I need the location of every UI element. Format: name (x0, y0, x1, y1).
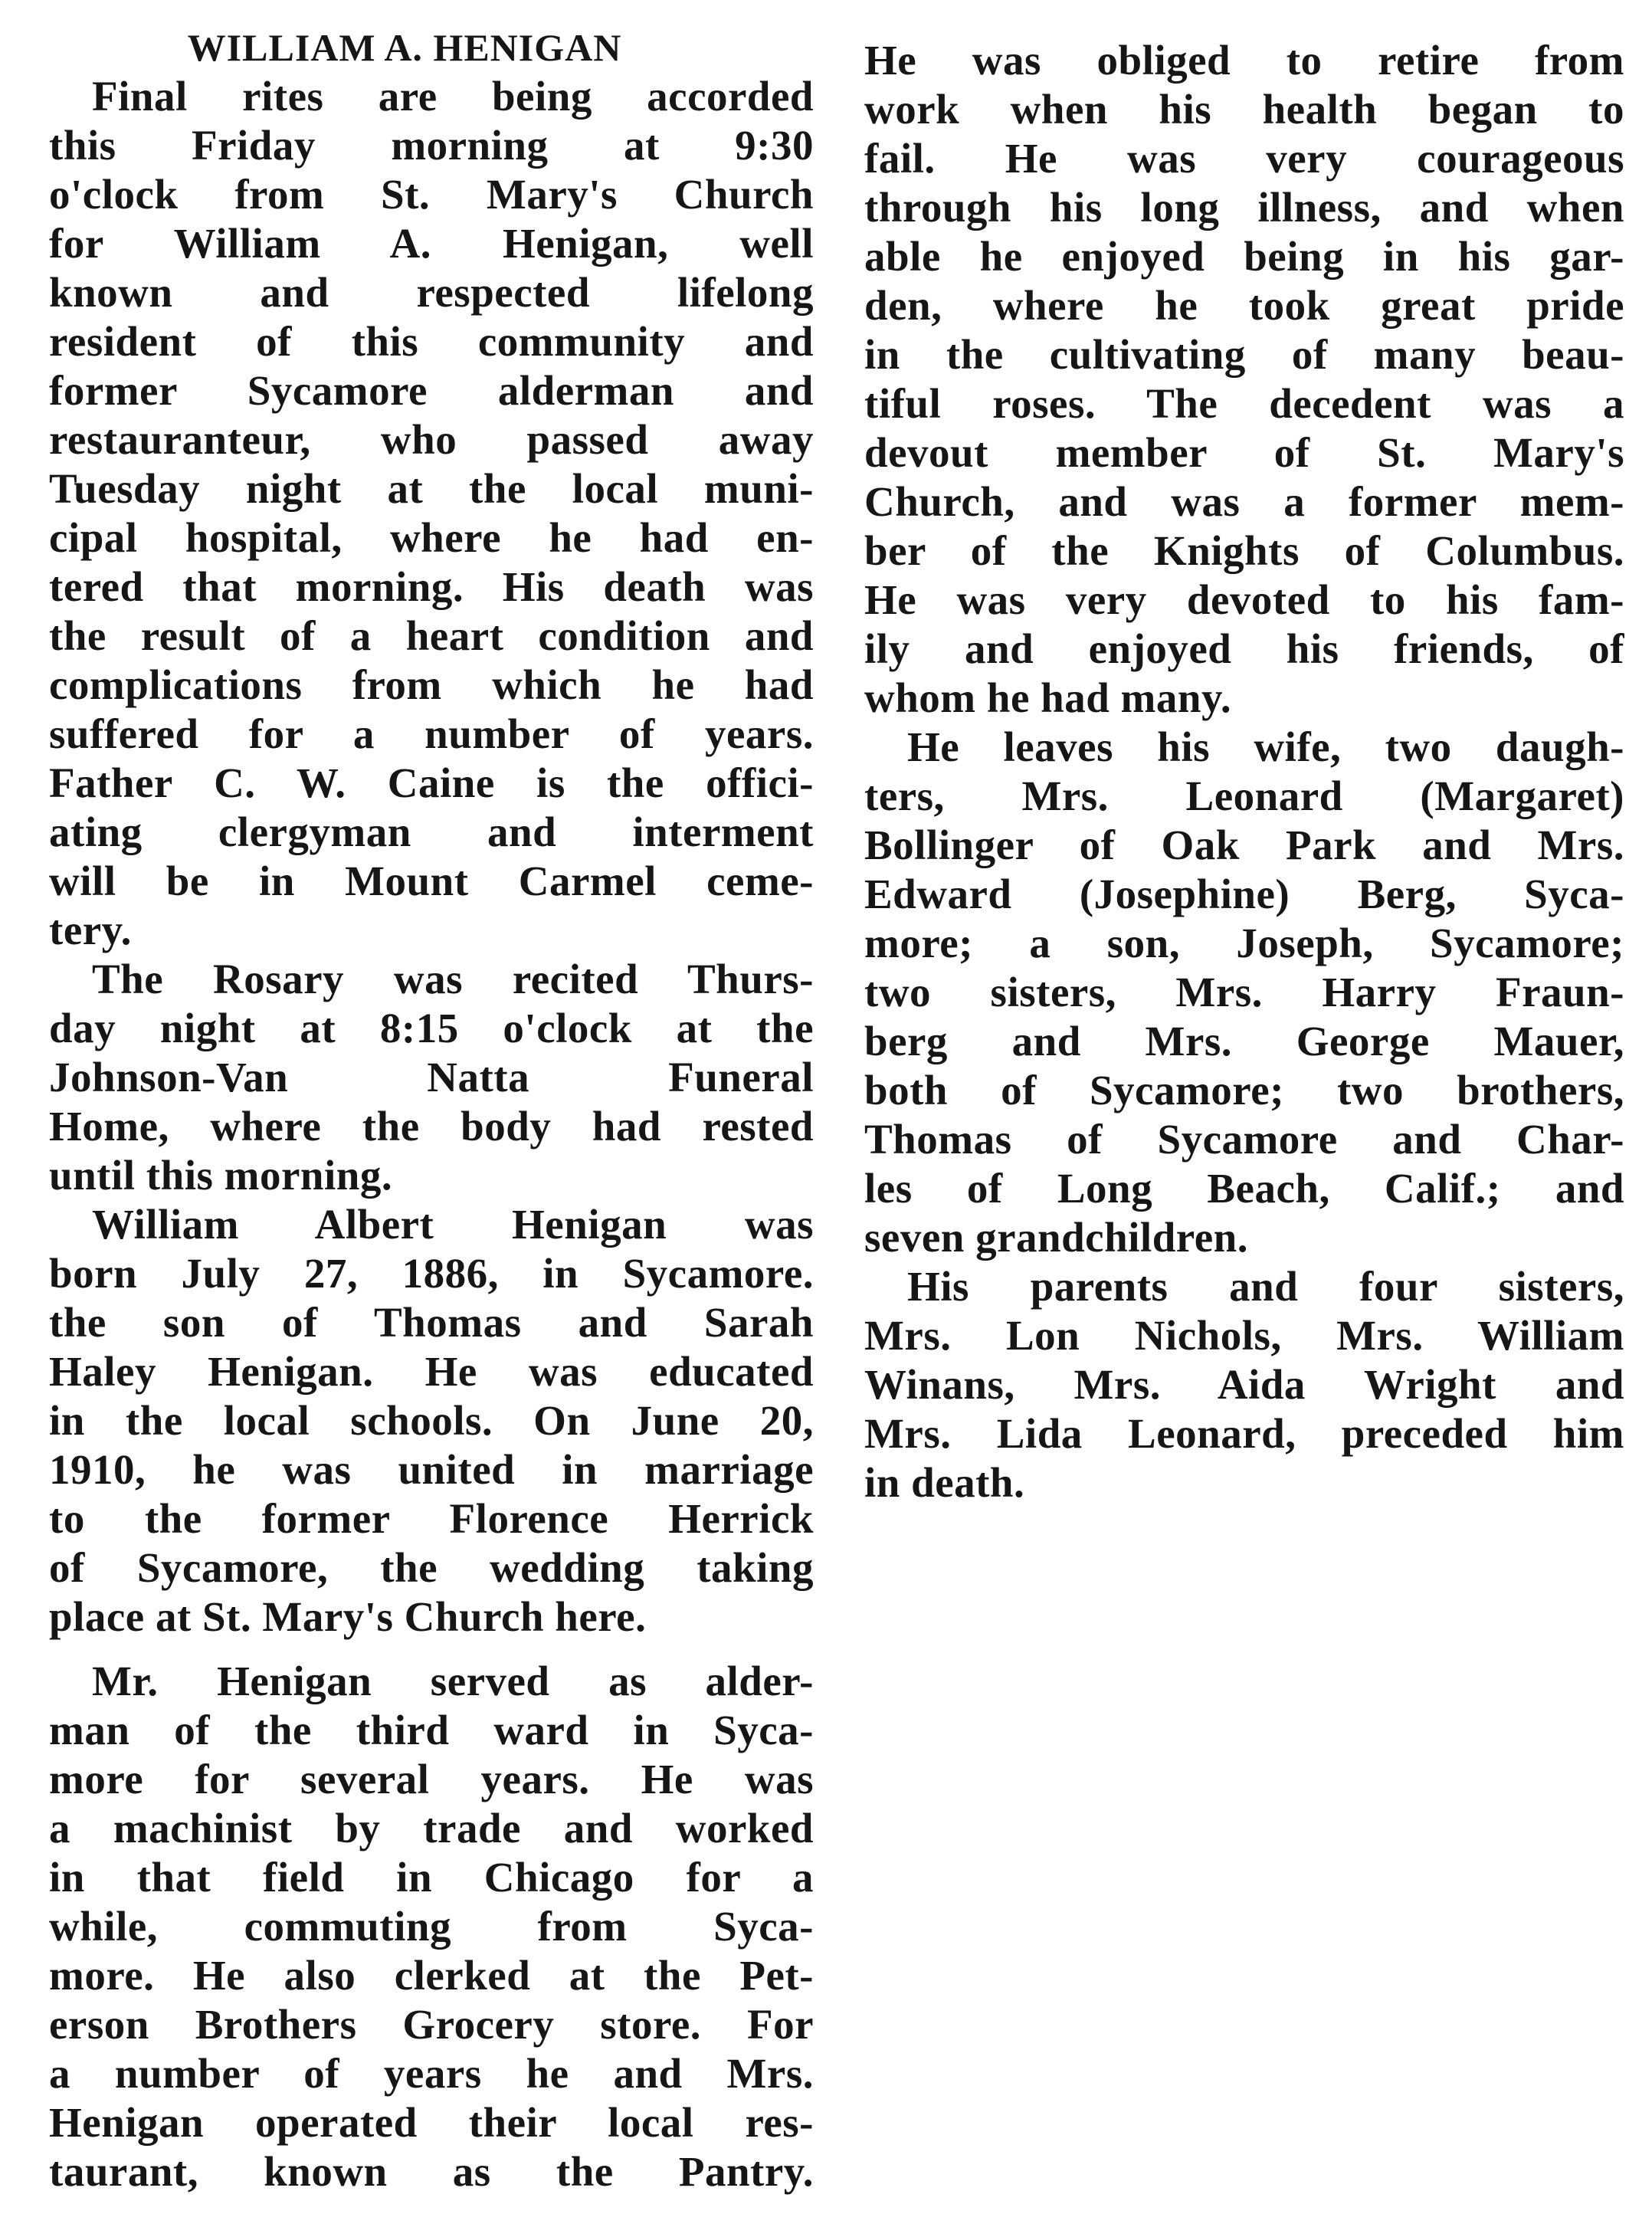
paragraph (864, 723, 1624, 1262)
text-line: tery. (49, 907, 132, 953)
text-line: whom he had many. (864, 674, 1232, 721)
text-line: known and respected lifelong (49, 269, 814, 316)
text-line: able he enjoyed being in his gar- (864, 233, 1624, 280)
text-line: work when his health began to (864, 86, 1624, 133)
paragraph (49, 955, 814, 1200)
text-line: this Friday morning at 9:30 (49, 122, 814, 169)
text-line: suffered for a number of years. (49, 710, 814, 757)
text-line: fail. He was very courageous (864, 135, 1624, 182)
text-line: William Albert Henigan was (92, 1201, 814, 1248)
text-line: taurant, known as the Pantry. (49, 2148, 814, 2195)
text-line: Edward (Josephine) Berg, Syca- (864, 871, 1624, 917)
text-line: in the local schools. On June 20, (49, 1397, 814, 1444)
text-line: cipal hospital, where he had en- (49, 514, 814, 561)
text-line: in that field in Chicago for a (49, 1854, 814, 1901)
text-line: tered that morning. His death was (49, 563, 814, 610)
text-line: the son of Thomas and Sarah (49, 1299, 814, 1346)
text-line: born July 27, 1886, in Sycamore. (49, 1250, 814, 1297)
text-line: more for several years. He was (49, 1756, 814, 1802)
left-column (49, 23, 814, 2196)
text-line: les of Long Beach, Calif.; and (864, 1165, 1624, 1212)
text-line: Mrs. Lon Nichols, Mrs. William (864, 1312, 1624, 1359)
text-line: Haley Henigan. He was educated (49, 1348, 814, 1395)
text-line: erson Brothers Grocery store. For (49, 2001, 814, 2048)
text-line: two sisters, Mrs. Harry Fraun- (864, 969, 1624, 1015)
text-line: a machinist by trade and worked (49, 1805, 814, 1852)
paragraph (864, 1262, 1624, 1507)
text-line: to the former Florence Herrick (49, 1495, 814, 1542)
text-line: Church, and was a former mem- (864, 478, 1624, 525)
text-line: Final rites are being accorded (92, 73, 814, 120)
text-line: o'clock from St. Mary's Church (49, 171, 814, 218)
text-line: He leaves his wife, two daugh- (907, 723, 1624, 770)
text-line: He was obliged to retire from (864, 37, 1624, 84)
text-line: resident of this community and (49, 318, 814, 365)
text-line: Tuesday night at the local muni- (49, 465, 814, 512)
text-line: a number of years he and Mrs. (49, 2050, 814, 2097)
text-line: His parents and four sisters, (907, 1263, 1624, 1310)
text-line: through his long illness, and when (864, 184, 1624, 231)
right-column-body (864, 36, 1624, 1507)
text-line: will be in Mount Carmel ceme- (49, 858, 814, 904)
paragraph (49, 1200, 814, 1642)
text-line: more; a son, Joseph, Sycamore; (864, 920, 1624, 966)
text-line: tiful roses. The decedent was a (864, 380, 1624, 427)
text-line: day night at 8:15 o'clock at the (49, 1005, 814, 1051)
obituary-title: WILLIAM A. HENIGAN (187, 26, 622, 69)
text-line: He was very devoted to his fam- (864, 576, 1624, 623)
text-line: former Sycamore alderman and (49, 367, 814, 414)
text-line: den, where he took great pride (864, 282, 1624, 329)
text-line: Father C. W. Caine is the offici- (49, 759, 814, 806)
paragraph (49, 72, 814, 955)
text-line: devout member of St. Mary's (864, 429, 1624, 476)
text-line: ily and enjoyed his friends, of (864, 625, 1624, 672)
text-line: Henigan operated their local res- (49, 2099, 814, 2146)
text-line: ters, Mrs. Leonard (Margaret) (864, 772, 1624, 819)
text-line: berg and Mrs. George Mauer, (864, 1018, 1624, 1064)
text-line: the result of a heart condition and (49, 612, 814, 659)
text-line: Thomas of Sycamore and Char- (864, 1116, 1624, 1163)
text-line: in the cultivating of many beau- (864, 331, 1624, 378)
text-line: in death. (864, 1459, 1025, 1506)
text-line: Mr. Henigan served as alder- (92, 1658, 814, 1704)
paragraph (49, 1657, 814, 2196)
text-line: ating clergyman and interment (49, 809, 814, 855)
left-column-body (49, 72, 814, 2196)
text-line: Bollinger of Oak Park and Mrs. (864, 822, 1624, 868)
text-line: seven grandchildren. (864, 1214, 1248, 1261)
text-line: for William A. Henigan, well (49, 220, 814, 267)
paragraph (864, 36, 1624, 723)
text-line: Mrs. Lida Leonard, preceded him (864, 1410, 1624, 1457)
text-line: both of Sycamore; two brothers, (864, 1067, 1624, 1114)
text-line: place at St. Mary's Church here. (49, 1593, 647, 1640)
text-line: Home, where the body had rested (49, 1103, 814, 1150)
text-line: Winans, Mrs. Aida Wright and (864, 1361, 1624, 1408)
text-line: restauranteur, who passed away (49, 416, 814, 463)
text-line: until this morning. (49, 1152, 393, 1199)
text-line: while, commuting from Syca- (49, 1903, 814, 1950)
text-line: Johnson-Van Natta Funeral (49, 1054, 814, 1100)
text-line: more. He also clerked at the Pet- (49, 1952, 814, 1999)
text-line: 1910, he was united in marriage (49, 1446, 814, 1493)
text-line: of Sycamore, the wedding taking (49, 1544, 814, 1591)
right-column (864, 36, 1624, 1507)
text-line: The Rosary was recited Thurs- (92, 956, 814, 1002)
text-line: man of the third ward in Syca- (49, 1707, 814, 1753)
text-line: ber of the Knights of Columbus. (864, 527, 1624, 574)
text-line: complications from which he had (49, 661, 814, 708)
